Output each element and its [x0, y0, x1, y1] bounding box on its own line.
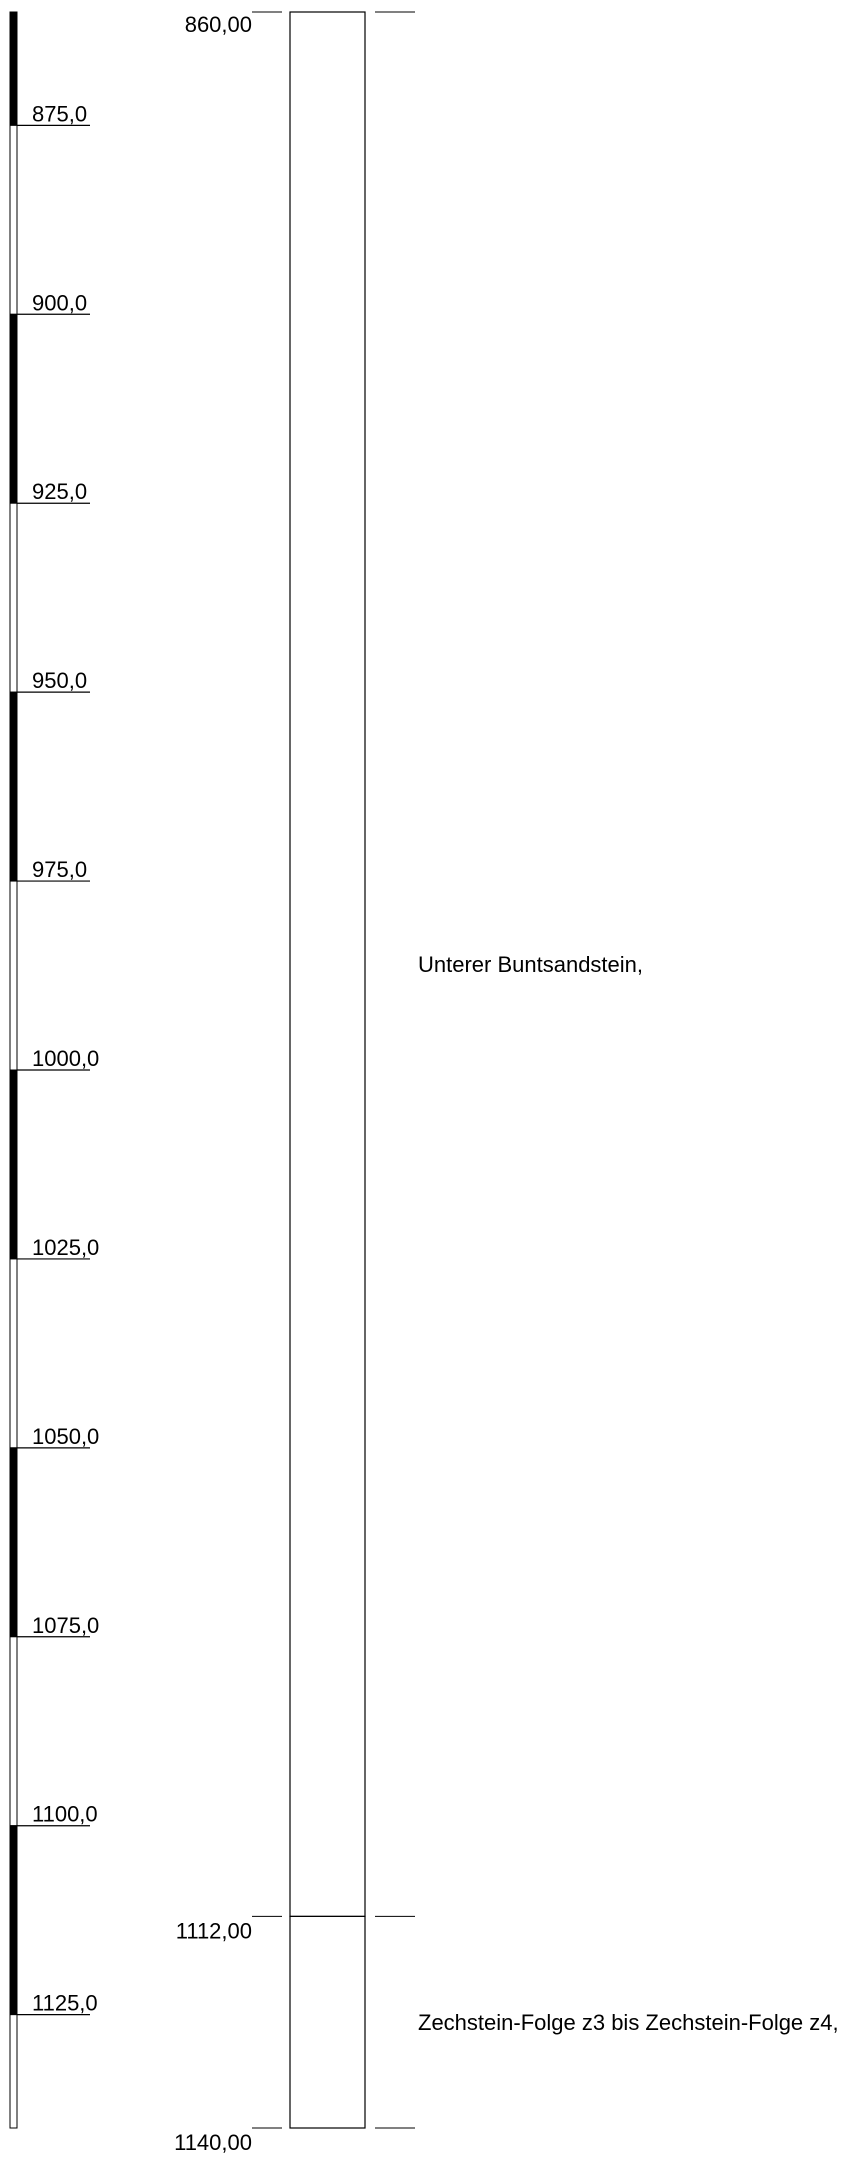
scale-bar-segment [10, 1259, 17, 1448]
scale-tick-label: 1025,0 [32, 1234, 100, 1260]
scale-bar-segment [10, 503, 17, 692]
layer-description: Zechstein-Folge z3 bis Zechstein-Folge z4, [418, 2010, 839, 2036]
scale-tick-label: 1075,0 [32, 1612, 100, 1638]
scale-tick-label: 875,0 [32, 101, 88, 127]
scale-bar-segment [10, 1826, 17, 2015]
scale-bar-segment [10, 2015, 17, 2128]
scale-bar-segment [10, 1637, 17, 1826]
layer-column-cell [290, 1916, 365, 2128]
scale-tick-label: 1000,0 [32, 1046, 100, 1071]
scale-tick-label: 1125,0 [32, 1990, 98, 2016]
boundary-depth-label: 1140,00 [174, 2130, 252, 2155]
scale-bar-segment [10, 1448, 17, 1637]
layer-description: Unterer Buntsandstein, [418, 952, 644, 978]
scale-tick-label: 1050,0 [32, 1423, 100, 1449]
scale-bar-segment [10, 881, 17, 1070]
scale-bar-segment [10, 125, 17, 314]
scale-tick-label: 925,0 [32, 479, 88, 505]
scale-tick-label: 900,0 [32, 290, 88, 316]
scale-tick-label: 950,0 [32, 668, 88, 694]
scale-bar-segment [10, 1070, 17, 1259]
scale-bar-segment [10, 12, 17, 125]
boundary-depth-label: 860,00 [184, 12, 252, 37]
scale-tick-label: 975,0 [32, 857, 88, 883]
boundary-depth-label: 1112,00 [175, 1918, 252, 1944]
layer-column-cell [290, 12, 365, 1916]
scale-bar-segment [10, 314, 17, 503]
scale-bar-segment [10, 692, 17, 881]
scale-tick-label: 1100,0 [32, 1801, 98, 1827]
